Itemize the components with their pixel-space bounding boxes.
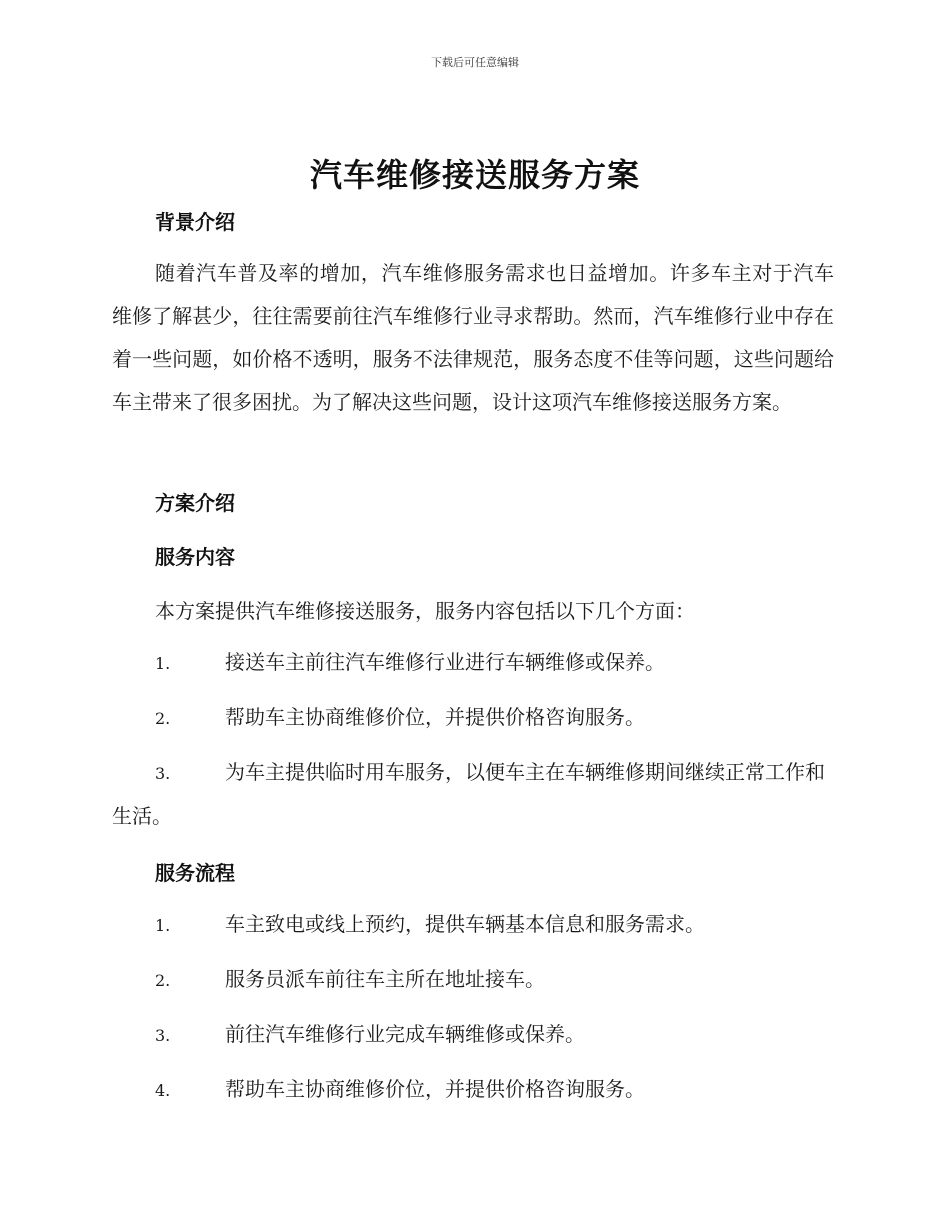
list-item-text: 前往汽车维修行业完成车辆维修或保养。	[225, 1022, 585, 1046]
list-item-number: 2.	[155, 971, 171, 990]
list-item-number: 4.	[155, 1081, 171, 1100]
list-item-text: 接送车主前往汽车维修行业进行车辆维修或保养。	[225, 650, 665, 674]
heading-service-process: 服务流程	[155, 861, 235, 885]
list-item	[112, 903, 834, 947]
list-item	[112, 1013, 834, 1057]
list-item	[112, 1068, 834, 1112]
list-item-text: 帮助车主协商维修价位，并提供价格咨询服务。	[225, 1077, 645, 1101]
list-item-text: 为车主提供临时用车服务，以便车主在车辆维修期间继续正常工作和生活。	[112, 760, 825, 828]
document-title: 汽车维修接送服务方案	[309, 156, 640, 194]
list-item	[112, 751, 834, 838]
list-item-number: 1.	[155, 916, 171, 935]
header-note: 下载后可任意编辑	[431, 56, 519, 69]
list-item-text: 车主致电或线上预约，提供车辆基本信息和服务需求。	[225, 912, 705, 936]
list-item-number: 3.	[155, 1026, 171, 1045]
list-item-text: 帮助车主协商维修价位，并提供价格咨询服务。	[225, 705, 645, 729]
heading-service-content: 服务内容	[155, 545, 235, 569]
background-paragraph: 随着汽车普及率的增加，汽车维修服务需求也日益增加。许多车主对于汽车维修了解甚少，往往需要前往汽车维修行业寻求帮助。然而，汽车维修行业中存在着一些问题，如价格不透明，服务不法律规范，服务态度不佳等问题，这些问题给车主带来了很多困扰。为了解决这些问题，设计这项汽车维修接送服务方案。	[112, 261, 834, 414]
list-item-text: 服务员派车前往车主所在地址接车。	[225, 967, 545, 991]
heading-background: 背景介绍	[155, 210, 235, 234]
service-content-intro: 本方案提供汽车维修接送服务，服务内容包括以下几个方面：	[155, 599, 695, 623]
list-item	[112, 696, 834, 740]
list-item-number: 2.	[155, 709, 171, 728]
list-item	[112, 958, 834, 1002]
list-item-number: 3.	[155, 764, 171, 783]
heading-plan: 方案介绍	[155, 491, 235, 515]
list-item	[112, 641, 834, 685]
list-item-number: 1.	[155, 654, 171, 673]
